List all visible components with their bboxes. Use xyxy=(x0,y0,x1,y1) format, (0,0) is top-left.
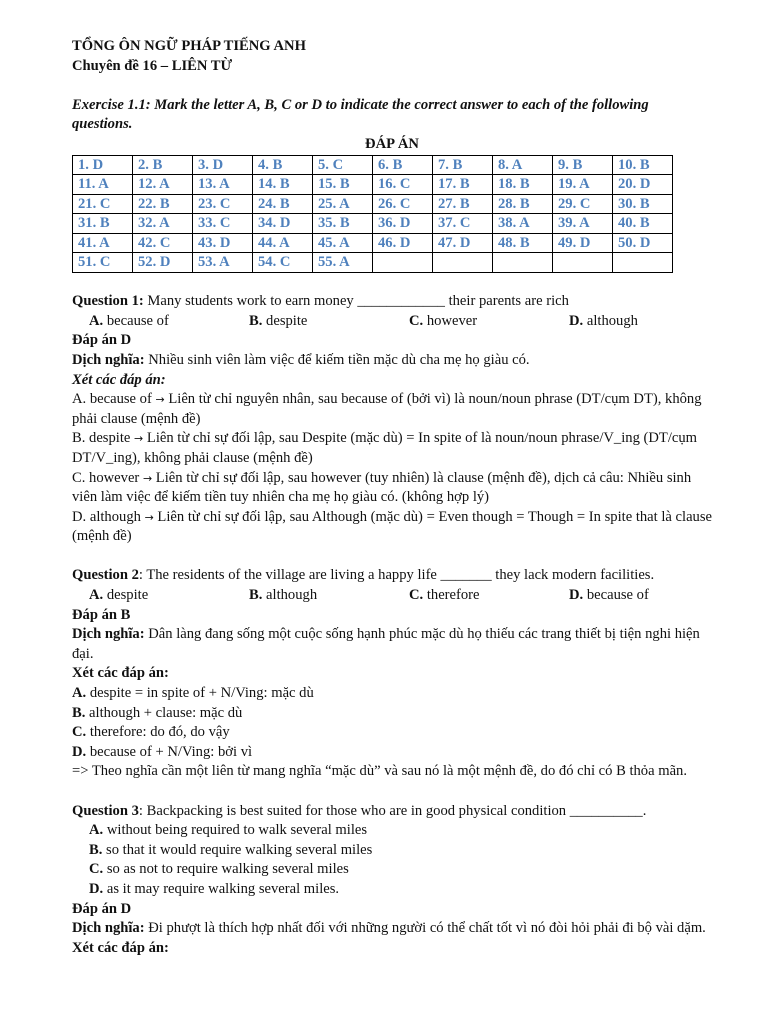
answer-key-row xyxy=(73,214,673,234)
answer-key-cell: 20. D xyxy=(613,175,673,195)
answer-key-cell: 47. D xyxy=(433,233,493,253)
answer-key-cell: 28. B xyxy=(493,194,553,214)
question-text: : The residents of the village are living a happy life _______ they lack modern facilities. xyxy=(138,567,655,584)
explanation-d: D. although → Liên từ chỉ sự đối lập, sau Although (mặc dù) = Even though = Though = In spite that là clause (mệnh đề) xyxy=(72,508,712,545)
answer-key-cell: 19. A xyxy=(553,175,613,195)
translation: Dịch nghĩa: Đi phượt là thích hợp nhất đối với những người có thể chất tốt vì nó đòi hỏi phải đi bộ vài dặm. xyxy=(72,920,706,937)
answer-key-cell: 4. B xyxy=(253,155,313,175)
question-2 xyxy=(72,566,712,586)
answer-key-cell xyxy=(493,253,553,273)
answer-key-row xyxy=(73,175,673,195)
answer-key-cell: 43. D xyxy=(193,233,253,253)
option-b: B. despite xyxy=(249,312,308,329)
explanation-c: C. however → Liên từ chỉ sự đối lập, sau however (tuy nhiên) là clause (mệnh đề), dịch cả câu: Nhiều sinh viên làm việc để kiếm tiền tuy nhiên cha mẹ họ giàu có. (không hợp lý) xyxy=(72,469,692,506)
answer-key-cell: 12. A xyxy=(133,175,193,195)
answer-key-cell: 48. B xyxy=(493,233,553,253)
answer-key-cell: 5. C xyxy=(313,155,373,175)
answer-key-cell: 8. A xyxy=(493,155,553,175)
option-d: D. because of xyxy=(569,587,649,604)
answer-key-cell: 11. A xyxy=(73,175,133,195)
answer-key-cell: 40. B xyxy=(613,214,673,234)
answer-key-cell: 23. C xyxy=(193,194,253,214)
answer-key-cell: 33. C xyxy=(193,214,253,234)
doc-subtitle: Chuyên đề 16 – LIÊN TỪ xyxy=(72,57,233,74)
answer-key-cell: 36. D xyxy=(373,214,433,234)
answer-key-cell: 17. B xyxy=(433,175,493,195)
question-text: : Backpacking is best suited for those who are in good physical condition __________. xyxy=(138,802,647,819)
translation: Dịch nghĩa: Nhiều sinh viên làm việc để kiếm tiền mặc dù cha mẹ họ giàu có. xyxy=(72,351,530,368)
explanation-d: D. because of + N/Ving: bởi vì xyxy=(72,743,253,760)
answer-key-cell: 32. A xyxy=(133,214,193,234)
answer-key-cell xyxy=(613,253,673,273)
answer-key-cell: 7. B xyxy=(433,155,493,175)
answer-key-cell xyxy=(553,253,613,273)
exercise-heading xyxy=(72,96,712,135)
conclusion: => Theo nghĩa cần một liên từ mang nghĩa “mặc dù” và sau nó là một mệnh đề, do đó chỉ có B thỏa mãn. xyxy=(72,763,687,780)
question-3 xyxy=(72,802,712,822)
question-text: Many students work to earn money ____________ their parents are rich xyxy=(143,293,569,310)
answer-key-cell: 39. A xyxy=(553,214,613,234)
question-1 xyxy=(72,292,712,312)
answer-key-cell: 16. C xyxy=(373,175,433,195)
answer-key-cell: 3. D xyxy=(193,155,253,175)
answer-key-cell: 35. B xyxy=(313,214,373,234)
answer-key-cell: 29. C xyxy=(553,194,613,214)
answer-key-cell: 38. A xyxy=(493,214,553,234)
answer-key-cell: 9. B xyxy=(553,155,613,175)
answer-line: Đáp án D xyxy=(72,332,132,349)
option-a: A. because of xyxy=(89,312,169,329)
answer-key-cell: 22. B xyxy=(133,194,193,214)
answer-key-cell: 55. A xyxy=(313,253,373,273)
answer-key-cell: 24. B xyxy=(253,194,313,214)
answer-key-cell: 49. D xyxy=(553,233,613,253)
review-label: Xét các đáp án: xyxy=(72,665,169,682)
option-b: B. although xyxy=(249,587,318,604)
answer-key-cell: 26. C xyxy=(373,194,433,214)
answer-key-cell: 6. B xyxy=(373,155,433,175)
q2-options xyxy=(72,586,712,606)
answer-key-cell: 21. C xyxy=(73,194,133,214)
answer-key-cell: 51. C xyxy=(73,253,133,273)
answer-key-cell: 34. D xyxy=(253,214,313,234)
review-label: Xét các đáp án: xyxy=(72,371,166,388)
answer-key-row xyxy=(73,253,673,273)
answer-key-cell: 1. D xyxy=(73,155,133,175)
question-label: Question 1: xyxy=(72,293,144,310)
answer-key-cell: 13. A xyxy=(193,175,253,195)
answer-key-cell: 10. B xyxy=(613,155,673,175)
answer-key-cell: 52. D xyxy=(133,253,193,273)
document-page xyxy=(72,37,712,958)
explanation-a: A. despite = in spite of + N/Ving: mặc dù xyxy=(72,685,314,702)
answer-key-cell: 45. A xyxy=(313,233,373,253)
option-a: A. despite xyxy=(89,587,149,604)
translation: Dịch nghĩa: Dân làng đang sống một cuộc sống hạnh phúc mặc dù họ thiếu các trang thiết bị tiện nghi hiện đại. xyxy=(72,626,700,662)
option-b: B. so that it would require walking several miles xyxy=(89,841,373,858)
option-c: C. however xyxy=(409,312,478,329)
answer-key-cell: 53. A xyxy=(193,253,253,273)
answer-key-row xyxy=(73,233,673,253)
answer-key-cell: 54. C xyxy=(253,253,313,273)
answer-key-cell: 31. B xyxy=(73,214,133,234)
answer-key-cell: 50. D xyxy=(613,233,673,253)
answer-key-cell: 46. D xyxy=(373,233,433,253)
answer-key-cell: 14. B xyxy=(253,175,313,195)
question-label: Question 3 xyxy=(72,802,139,819)
exercise-label: Exercise 1.1 xyxy=(72,96,146,113)
answer-key-cell xyxy=(373,253,433,273)
doc-title: TỔNG ÔN NGỮ PHÁP TIẾNG ANH xyxy=(72,38,306,54)
exercise-instruction: : Mark the letter A, B, C or D to indicate the correct answer to each of the following questions. xyxy=(72,96,649,133)
answer-key-cell: 27. B xyxy=(433,194,493,214)
answer-line: Đáp án D xyxy=(72,900,132,917)
option-a: A. without being required to walk several miles xyxy=(89,822,368,839)
explanation-b: B. although + clause: mặc dù xyxy=(72,704,243,721)
review-label: Xét các đáp án: xyxy=(72,939,169,956)
option-c: C. therefore xyxy=(409,587,480,604)
option-d: D. as it may require walking several miles. xyxy=(89,880,340,897)
explanation-a: A. because of → Liên từ chỉ nguyên nhân, sau because of (bởi vì) là noun/noun phrase (DT/cụm DT), không phải clause (mệnh đề) xyxy=(72,391,702,427)
answer-key-cell: 2. B xyxy=(133,155,193,175)
answer-key-cell: 41. A xyxy=(73,233,133,253)
answer-key-cell: 18. B xyxy=(493,175,553,195)
answer-key-cell: 42. C xyxy=(133,233,193,253)
answer-key-table xyxy=(72,155,673,273)
option-c: C. so as not to require walking several miles xyxy=(89,861,349,878)
answer-key-row xyxy=(73,194,673,214)
answer-key-cell: 25. A xyxy=(313,194,373,214)
answer-key-cell: 44. A xyxy=(253,233,313,253)
option-d: D. although xyxy=(569,312,638,329)
explanation-c: C. therefore: do đó, do vậy xyxy=(72,724,230,741)
answer-key-cell xyxy=(433,253,493,273)
answer-key-cell: 15. B xyxy=(313,175,373,195)
answer-key-cell: 30. B xyxy=(613,194,673,214)
answer-key-row xyxy=(73,155,673,175)
answer-line: Đáp án B xyxy=(72,606,131,623)
q1-options xyxy=(72,312,712,332)
answer-key-title: ĐÁP ÁN xyxy=(365,135,419,152)
question-label: Question 2 xyxy=(72,567,139,584)
explanation-b: B. despite → Liên từ chỉ sự đối lập, sau Despite (mặc dù) = In spite of là noun/noun phrase/V_ing (DT/cụm DT/V_ing), không phải clause (mệnh đề) xyxy=(72,430,698,466)
answer-key-cell: 37. C xyxy=(433,214,493,234)
